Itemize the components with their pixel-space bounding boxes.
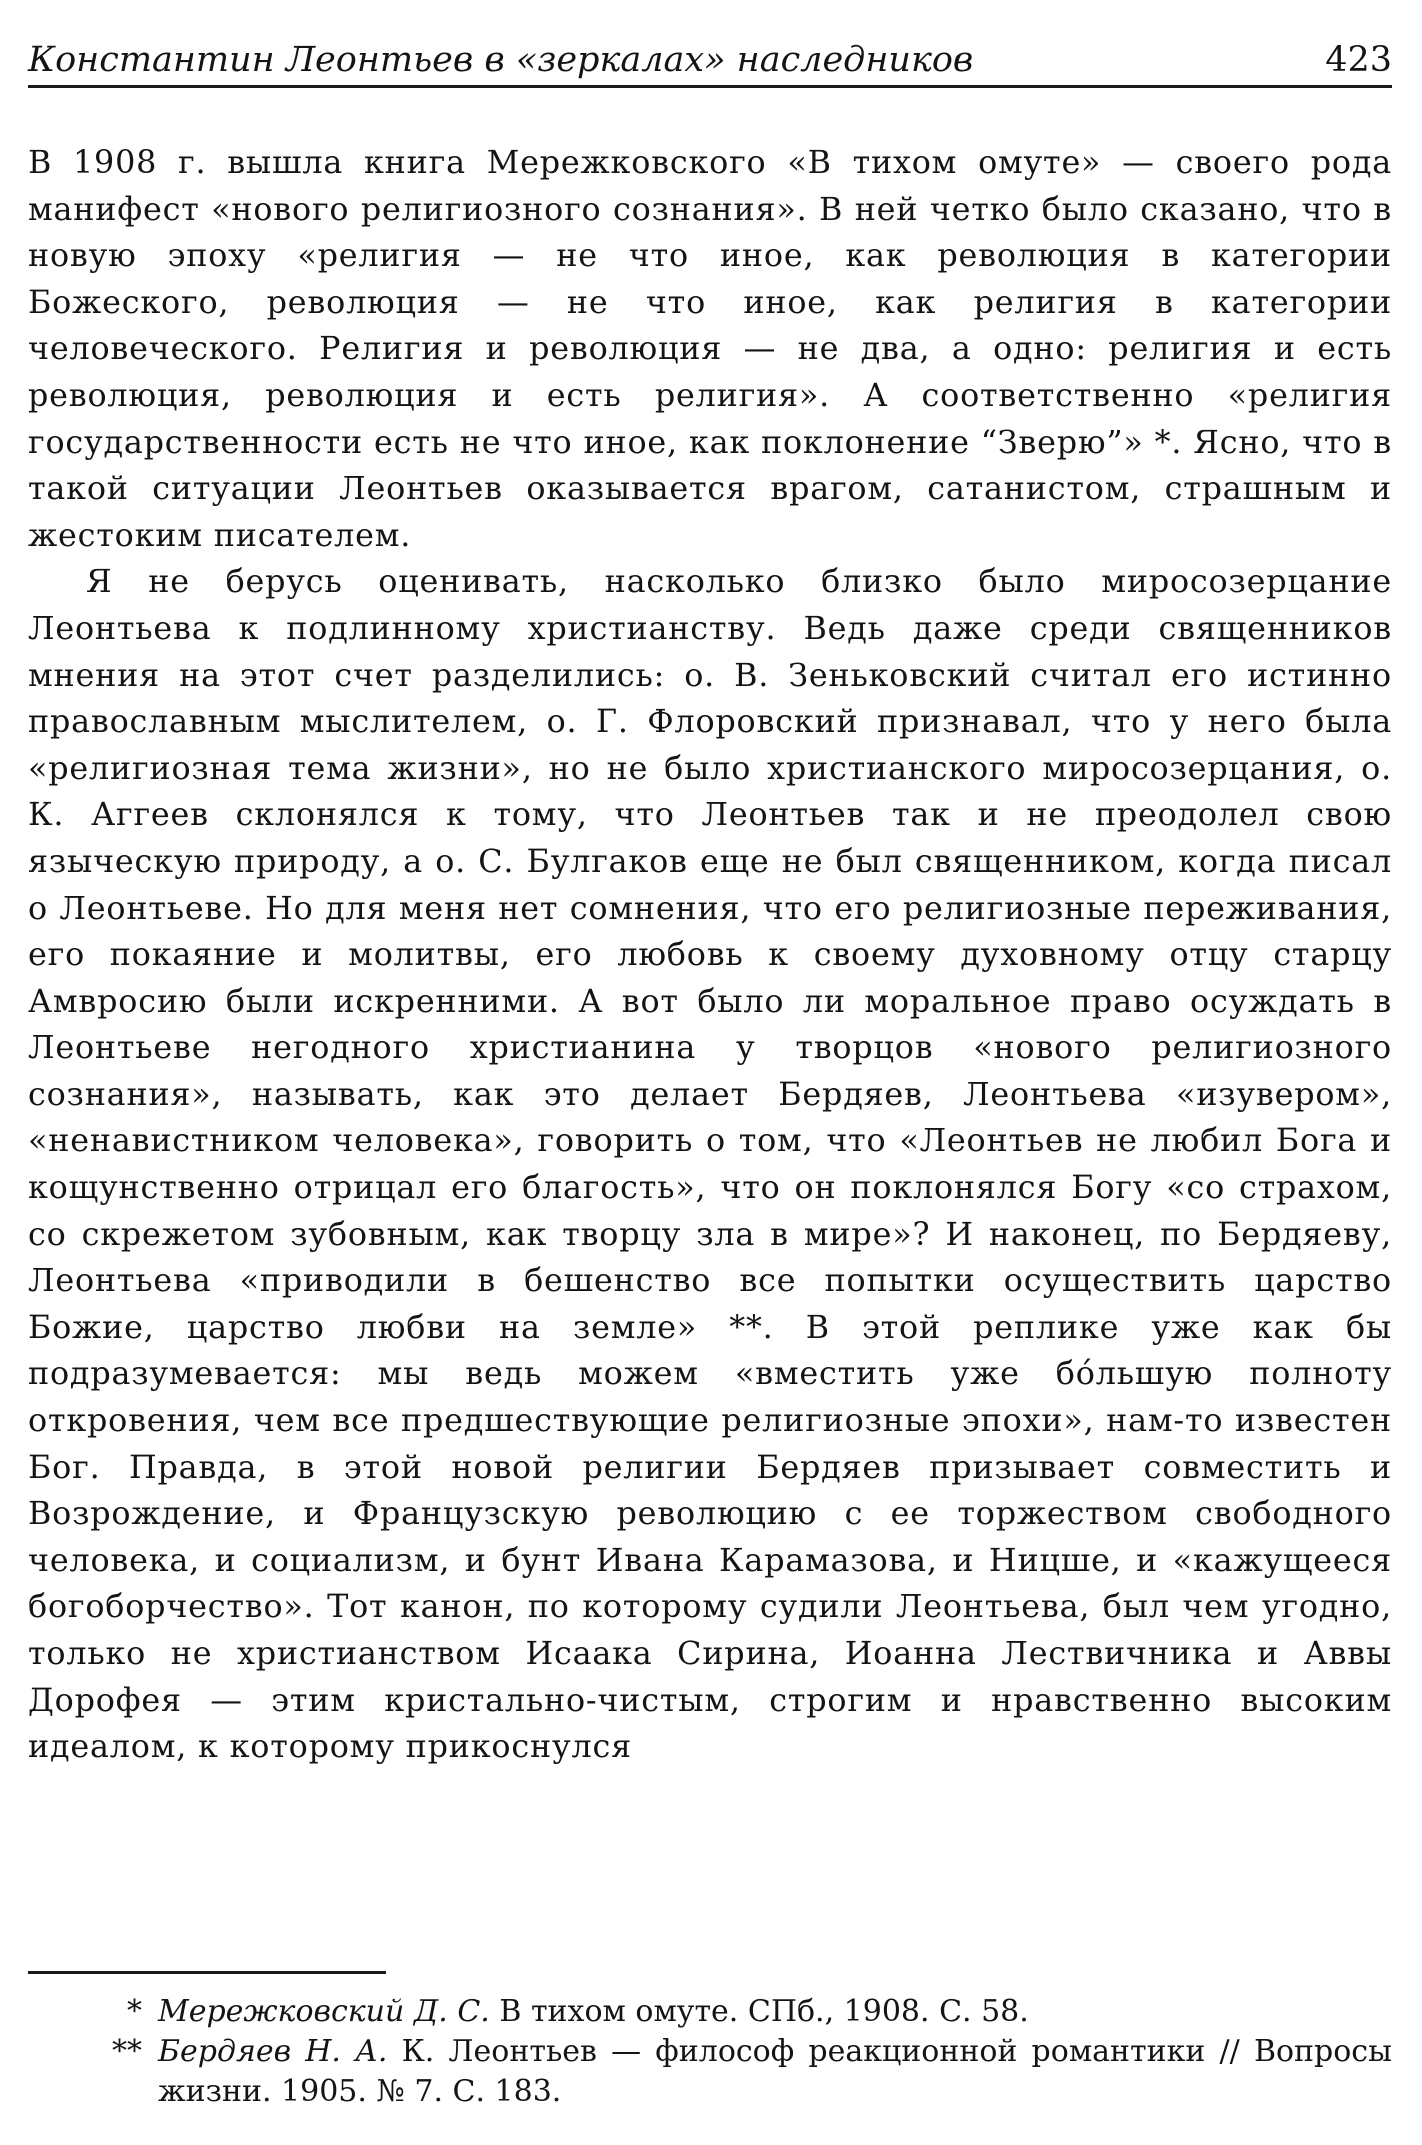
page-number: 423 xyxy=(1325,40,1392,80)
footnote-2 xyxy=(28,2032,1392,2112)
footnote-text: В тихом омуте. СПб., 1908. С. 58. xyxy=(489,1994,1029,2029)
running-title: Константин Леонтьев в «зеркалах» наследников xyxy=(28,40,974,80)
paragraph-2: Я не берусь оценивать, насколько близко было миросозерцание Леонтьева к подлинному христианству. Ведь даже среди священников мнения на этот счет разделились: о. В. Зеньковский считал его истинно православным мыслителем, о. Г. Флоровский признавал, что у него была «религиозная тема жизни», но не было христианского миросозерцания, о. К. Аггеев склонялся к тому, что Леонтьев так и не преодолел свою языческую природу, а о. С. Булгаков еще не был священником, когда писал о Леонтьеве. Но для меня нет сомнения, что его религиозные переживания, его покаяние и молитвы, его любовь к своему духовному отцу старцу Амвросию были искренними. А вот было ли моральное право осуждать в Леонтьеве негодного христианина у творцов «нового религиозного сознания», называть, как это делает Бердяев, Леонтьева «изувером», «ненавистником человека», говорить о том, что «Леонтьев не любил Бога и кощунственно отрицал его благость», что он поклонялся Богу «со страхом, со скрежетом зубовным, как творцу зла в мире»? И наконец, по Бердяеву, Леонтьева «приводили в бешенство все попытки осуществить царство Божие, царство любви на земле» **. В этой реплике уже как бы подразумевается: мы ведь можем «вместить уже бóльшую полноту откровения, чем все предшествующие религиозные эпохи», нам-то известен Бог. Правда, в этой новой религии Бердяев призывает совместить и Возрождение, и Французскую революцию с ее торжеством свободного человека, и социализм, и бунт Ивана Карамазова, и Ницше, и «кажущееся богоборчество». Тот канон, по которому судили Леонтьева, был чем угодно, только не христианством Исаака Сирина, Иоанна Лествичника и Аввы Дорофея — этим кристально-чистым, строгим и нравственно высоким идеалом, к которому прикоснулся xyxy=(28,563,1392,1766)
main-text xyxy=(28,140,1392,1771)
footnote-1 xyxy=(28,1992,1392,2032)
book-page xyxy=(28,0,1392,2145)
footnote-mark: ** xyxy=(112,2034,142,2069)
paragraph-1: В 1908 г. вышла книга Мережковского «В тихом омуте» — своего рода манифест «нового религиозного сознания». В ней четко было сказано, что в новую эпоху «религия — не что иное, как революция в категории Божеского, революция — не что иное, как религия в категории человеческого. Религия и революция — не два, а одно: религия и есть революция, революция и есть религия». А соответственно «религия государственности есть не что иное, как поклонение “Зверю”» *. Ясно, что в такой ситуации Леонтьев оказывается врагом, сатанистом, страшным и жестоким писателем. xyxy=(28,144,1392,554)
footnote-author: Мережковский Д. С. xyxy=(158,1994,490,2029)
footnotes xyxy=(28,1992,1392,2112)
footnote-author: Бердяев Н. А. xyxy=(158,2034,388,2069)
header-rule xyxy=(28,85,1392,88)
footnote-text: К. Леонтьев — философ реакционной романтики // Вопросы жизни. 1905. № 7. С. 183. xyxy=(158,2034,1392,2109)
running-head xyxy=(28,32,1392,82)
footnote-rule xyxy=(28,1971,386,1974)
footnote-mark: * xyxy=(127,1994,142,2029)
